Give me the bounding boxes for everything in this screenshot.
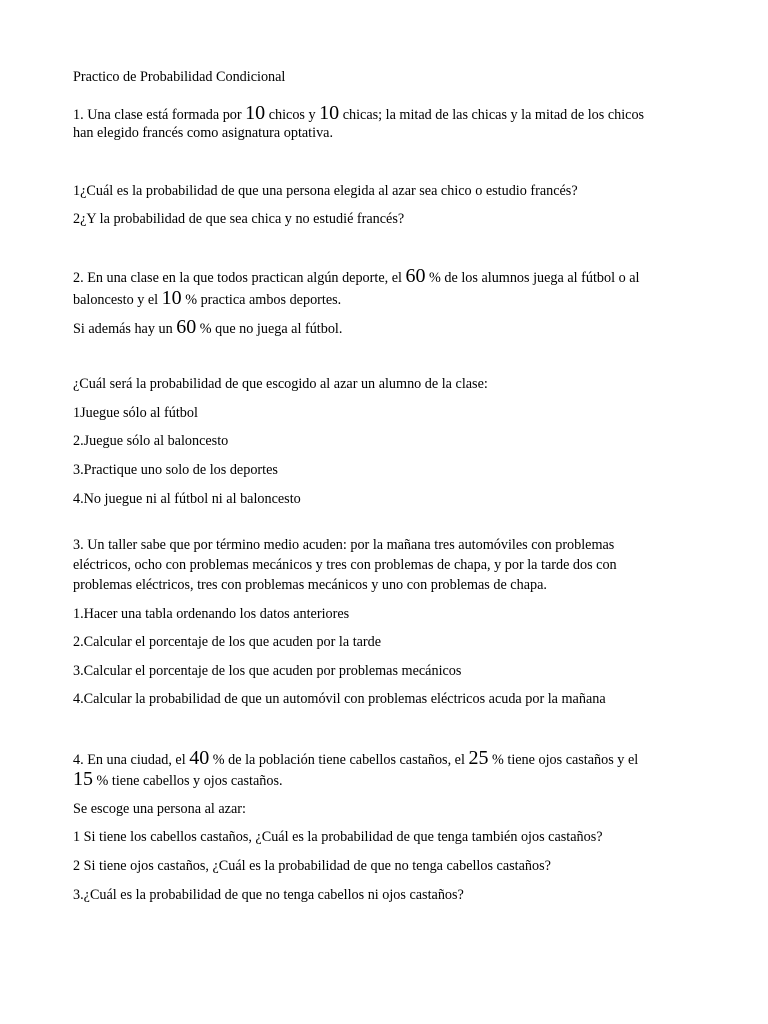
problem-2-question-2: 2.Juegue sólo al baloncesto xyxy=(73,433,229,449)
text: % tiene cabellos y ojos castaños. xyxy=(93,773,283,789)
problem-2-question-4: 4.No juegue ni al fútbol ni al baloncesto xyxy=(73,491,301,507)
text: % tiene ojos castaños y el xyxy=(488,752,639,768)
math-number: 10 xyxy=(161,287,182,309)
math-number: 40 xyxy=(189,747,210,769)
math-number: 25 xyxy=(468,747,489,769)
text: % practica ambos deportes. xyxy=(181,292,342,308)
problem-1-line-1 xyxy=(73,103,644,125)
text: chicas; la mitad de las chicas y la mitad de los chicos xyxy=(339,107,645,123)
problem-3-line-2: eléctricos, ocho con problemas mecánicos y tres con problemas de chapa, y por la tarde dos con xyxy=(73,557,617,573)
text: baloncesto y el xyxy=(73,292,162,308)
problem-2-line-1 xyxy=(73,266,639,288)
problem-4-line-1 xyxy=(73,748,638,770)
problem-2-line-2 xyxy=(73,288,341,310)
math-number: 10 xyxy=(319,102,340,124)
text: % de los alumnos juega al fútbol o al xyxy=(425,270,640,286)
problem-3-line-3: problemas eléctricos, tres con problemas mecánicos y uno con problemas de chapa. xyxy=(73,577,547,593)
math-number: 10 xyxy=(245,102,266,124)
text: % que no juega al fútbol. xyxy=(196,321,343,337)
problem-3-question-2: 2.Calcular el porcentaje de los que acuden por la tarde xyxy=(73,634,382,650)
problem-3-line-1: 3. Un taller sabe que por término medio acuden: por la mañana tres automóviles con problemas xyxy=(73,537,615,553)
text: 1. Una clase está formada por xyxy=(73,107,246,123)
problem-1-question-1: 1¿Cuál es la probabilidad de que una persona elegida al azar sea chico o estudio francés? xyxy=(73,183,578,199)
document-title: Practico de Probabilidad Condicional xyxy=(73,69,286,85)
problem-3-question-1: 1.Hacer una tabla ordenando los datos anteriores xyxy=(73,606,350,622)
text: 4. En una ciudad, el xyxy=(73,752,190,768)
problem-2-question-3: 3.Practique uno solo de los deportes xyxy=(73,462,278,478)
problem-3-question-4: 4.Calcular la probabilidad de que un automóvil con problemas eléctricos acuda por la mañana xyxy=(73,691,606,707)
problem-4-question-3: 3.¿Cuál es la probabilidad de que no tenga cabellos ni ojos castaños? xyxy=(73,887,464,903)
math-number: 60 xyxy=(405,265,426,287)
text: 2. En una clase en la que todos practican algún deporte, el xyxy=(73,270,406,286)
problem-4-intro: Se escoge una persona al azar: xyxy=(73,801,246,817)
problem-1-line-2: han elegido francés como asignatura optativa. xyxy=(73,125,334,141)
problem-4-line-2 xyxy=(73,769,283,791)
problem-2-intro: ¿Cuál será la probabilidad de que escogido al azar un alumno de la clase: xyxy=(73,376,488,392)
problem-4-question-1: 1 Si tiene los cabellos castaños, ¿Cuál es la probabilidad de que tenga también ojos castaños? xyxy=(73,829,603,845)
math-number: 15 xyxy=(73,768,93,790)
math-number: 60 xyxy=(176,316,197,338)
problem-4-question-2: 2 Si tiene ojos castaños, ¿Cuál es la probabilidad de que no tenga cabellos castaños? xyxy=(73,858,551,874)
text: chicos y xyxy=(265,107,320,123)
problem-3-question-3: 3.Calcular el porcentaje de los que acuden por problemas mecánicos xyxy=(73,663,462,679)
text: % de la población tiene cabellos castaños, el xyxy=(209,752,469,768)
text: Si además hay un xyxy=(73,321,177,337)
problem-2-question-1: 1Juegue sólo al fútbol xyxy=(73,405,198,421)
problem-1-question-2: 2¿Y la probabilidad de que sea chica y no estudié francés? xyxy=(73,211,405,227)
problem-2-line-3 xyxy=(73,317,342,339)
